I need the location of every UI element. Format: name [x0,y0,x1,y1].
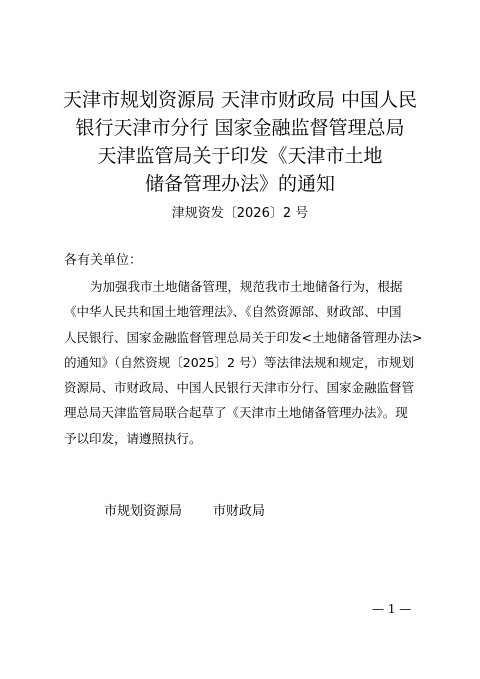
title-line: 银行天津市分行 国家金融监督管理总局 [75,117,405,139]
page-number: — 1 — [372,602,412,616]
document-number: 津规资发〔2026〕2 号 [171,206,309,221]
salutation: 各有关单位： [64,253,143,268]
body-line: 人民银行、国家金融监督管理总局关于印发<土地储备管理办法> [64,329,423,345]
body-line: 资源局、市财政局、中国人民银行天津市分行、国家金融监督管 [64,380,415,396]
signatory-planning-bureau: 市规划资源局 [104,504,183,519]
body-line: 的通知》（自然资规〔2025〕2 号）等法律法规和规定，市规划 [64,354,414,370]
body-line: 予以印发，请遵照执行。 [64,430,202,446]
body-line: 为加强我市土地储备管理，规范我市土地储备行为，根据 [90,279,403,294]
title-line: 储备管理办法》的通知 [144,173,335,195]
body-line: 《中华人民共和国土地管理法》、《自然资源部、财政部、中国 [64,304,402,320]
title-line: 天津市规划资源局 天津市财政局 中国人民 [62,89,418,111]
document-title [40,86,440,198]
body-line: 理总局天津监管局联合起草了《天津市土地储备管理办法》。现 [64,405,408,421]
signatory-finance-bureau: 市财政局 [213,504,266,519]
document-body [64,274,428,451]
title-line: 天津监管局关于印发《天津市土地 [97,145,383,167]
